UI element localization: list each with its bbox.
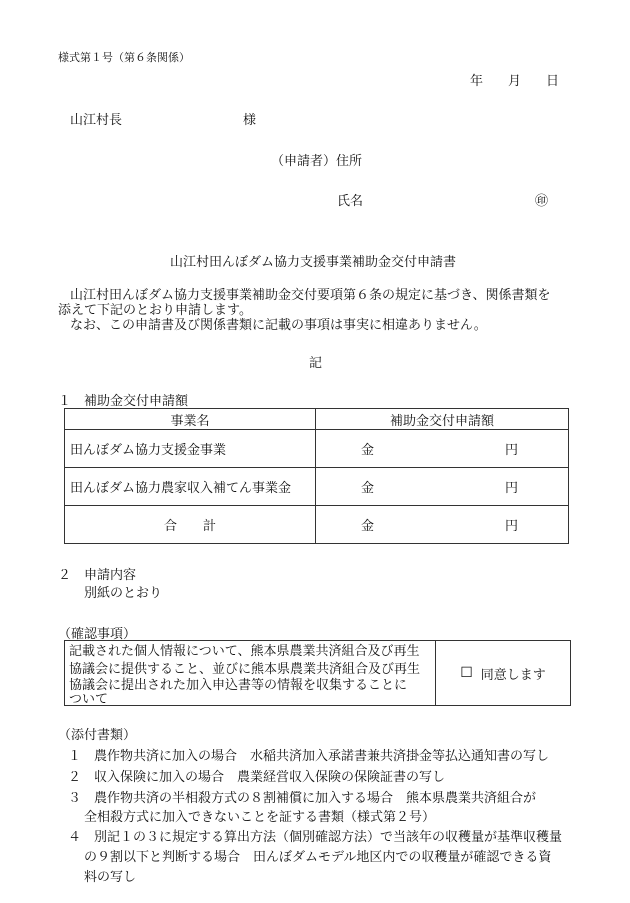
document-title: 山江村田んぼダム協力支援事業補助金交付申請書 bbox=[170, 255, 457, 270]
form-number: 様式第１号（第６条関係） bbox=[58, 51, 190, 64]
yen-label: 円 bbox=[504, 481, 518, 496]
ki-heading: 記 bbox=[309, 356, 323, 371]
amount-table bbox=[64, 408, 569, 544]
section1-heading: １ 補助金交付申請額 bbox=[58, 394, 189, 409]
attach-line: 全相殺方式に加入できないことを証する書類（様式第２号） bbox=[84, 810, 436, 825]
amount-cell[interactable] bbox=[316, 430, 569, 468]
header-amount: 補助金交付申請額 bbox=[316, 409, 569, 430]
table-row-total bbox=[65, 506, 569, 544]
addressee-name: 山江村長 bbox=[70, 113, 123, 128]
applicant-name-label: 氏名 bbox=[337, 194, 364, 209]
amount-cell[interactable] bbox=[316, 506, 569, 544]
kin-label: 金 bbox=[361, 443, 375, 458]
attach-line: ２ 収入保険に加入の場合 農業経営収入保険の保険証書の写し bbox=[68, 770, 446, 785]
checkbox-icon[interactable]: ☐ bbox=[460, 665, 473, 681]
confirm-text bbox=[65, 641, 436, 705]
confirm-heading: （確認事項） bbox=[58, 627, 137, 642]
agree-checkbox-area[interactable] bbox=[436, 641, 570, 705]
confirm-box bbox=[64, 640, 571, 706]
body-line-2: 添えて下記のとおり申請します。 bbox=[58, 303, 252, 318]
row-name: 田んぼダム協力農家収入補てん事業金 bbox=[65, 468, 316, 506]
body-line-1: 山江村田んぼダム協力支援事業補助金交付要項第６条の規定に基づき、関係書類を bbox=[70, 288, 551, 303]
section2-content: 別紙のとおり bbox=[84, 586, 163, 601]
table-row bbox=[65, 430, 569, 468]
amount-cell[interactable] bbox=[316, 468, 569, 506]
body-line-3: なお、この申請書及び関係書類に記載の事項は事実に相違ありません。 bbox=[70, 318, 487, 333]
attach-line: ４ 別記１の３に規定する算出方法（個別確認方法）で当該年の収穫量が基準収穫量 bbox=[68, 830, 563, 845]
date-day-label: 日 bbox=[546, 74, 560, 89]
yen-label: 円 bbox=[504, 443, 518, 458]
date-month-label: 月 bbox=[508, 74, 522, 89]
applicant-address-label: （申請者）住所 bbox=[271, 154, 363, 169]
kin-label: 金 bbox=[361, 519, 375, 534]
confirm-line: 協議会に提出された加入申込書等の情報を収集することに bbox=[69, 678, 408, 693]
row-name: 合 計 bbox=[65, 506, 316, 544]
seal-mark: ㊞ bbox=[535, 194, 549, 209]
confirm-line: 記載された個人情報について、熊本県農業共済組合及び再生 bbox=[69, 644, 420, 659]
kin-label: 金 bbox=[361, 481, 375, 496]
table-row bbox=[65, 468, 569, 506]
confirm-line: 協議会に提供すること、並びに熊本県農業共済組合及び再生 bbox=[69, 662, 421, 677]
confirm-line: ついて bbox=[69, 692, 109, 707]
header-project-name: 事業名 bbox=[65, 409, 316, 430]
attach-line: ３ 農作物共済の半相殺方式の８割補償に加入する場合 熊本県農業共済組合が bbox=[68, 791, 537, 806]
yen-label: 円 bbox=[504, 519, 518, 534]
row-name: 田んぼダム協力支援金事業 bbox=[65, 430, 316, 468]
date-year-label: 年 bbox=[470, 74, 484, 89]
attach-heading: （添付書類） bbox=[58, 728, 137, 743]
table-header-row bbox=[65, 409, 569, 430]
agree-label: 同意します bbox=[480, 667, 546, 683]
section2-heading: ２ 申請内容 bbox=[58, 568, 137, 583]
attach-line: １ 農作物共済に加入の場合 水稲共済加入承諾書兼共済掛金等払込通知書の写し bbox=[68, 749, 550, 764]
attach-line: の９割以下と判断する場合 田んぼダムモデル地区内での収穫量が確認できる資 bbox=[84, 850, 552, 865]
attach-line: 料の写し bbox=[84, 870, 137, 885]
addressee-honorific: 様 bbox=[243, 113, 257, 128]
